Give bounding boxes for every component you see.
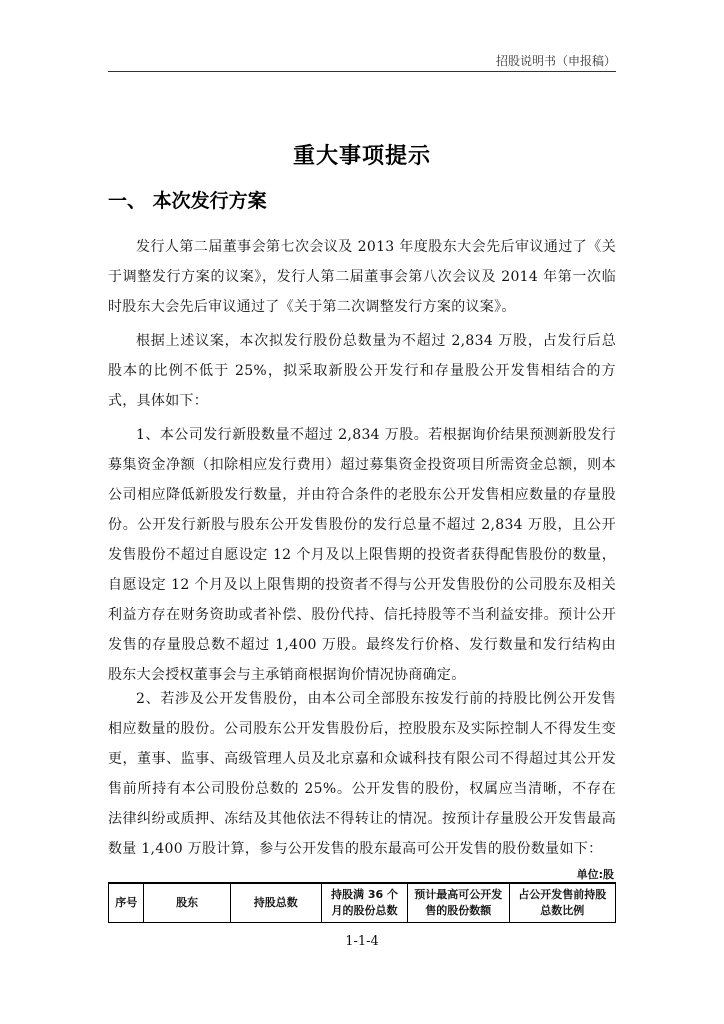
column-header: 预计最高可公开发售的股份数额: [408, 883, 509, 923]
section-heading: 一、 本次发行方案: [108, 190, 267, 212]
column-header: 序号: [109, 883, 144, 923]
column-header: 持股满 36 个月的股份总数: [321, 883, 407, 923]
column-header: 占公开发售前持股总数比例: [509, 883, 616, 923]
paragraph-1: 发行人第二届董事会第七次会议及 2013 年度股东大会先后审议通过了《关于调整发行方案的议案》，发行人第二届董事会第八次会议及 2014 年第一次临时股东大会先后审议通过了《关于第二次调整发行方案的议案》。: [108, 239, 616, 315]
running-header: 招股说明书（申报稿）: [495, 54, 616, 68]
column-header: 持股总数: [230, 883, 321, 923]
page-title: 重大事项提示: [292, 144, 431, 169]
paragraph-4: 2、若涉及公开发售股份，由本公司全部股东按发行前的持股比例公开发售相应数量的股份。公司股东公开发售股份后，控股股东及实际控制人不得发生变更，董事、监事、高级管理人员及北京嘉和众诚科技有限公司不得超过其公开发售前所持有本公司股份总数的 25%。公开发售的股份，权属应当清晰，不存在法律纠纷或质押、冻结及其他依法不得转让的情况。按预计存量股公开发售最高数量 1,400 万股计算，参与公开发售的股东最高可公开发售的股份数量如下：: [108, 691, 616, 857]
shareholder-table: [108, 882, 616, 923]
column-header: 股东: [144, 883, 230, 923]
paragraph-3: 1、本公司发行新股数量不超过 2,834 万股。若根据询价结果预测新股发行募集资金净额（扣除相应发行费用）超过募集资金投资项目所需资金总额，则本公司相应降低新股发行数量，并由符合条件的老股东公开发售相应数量的存量股份。公开发行新股与股东公开发售股份的发行总量不超过 2,834 万股，且公开发售股份不超过自愿设定 12 个月及以上限售期的投资者获得配售股份的数量，自愿设定 12 个月及以上限售期的投资者不得与公开发售股份的公司股东及相关利益方存在财务资助或者补偿、股份代持、信托持股等不当利益安排。预计公开发售的存量股总数不超过 1,400 万股。最终发行价格、发行数量和发行结构由股东大会授权董事会与主承销商根据询价情况协商确定。: [108, 427, 616, 683]
table-header-row: [109, 883, 616, 923]
page-number: 1-1-4: [345, 934, 379, 949]
header-rule: [108, 71, 616, 72]
paragraph-2: 根据上述议案，本次拟发行股份总数量为不超过 2,834 万股，占发行后总股本的比例不低于 25%，拟采取新股公开发行和存量股公开发售相结合的方式，具体如下：: [108, 333, 616, 409]
table-unit-label: 单位:股: [576, 868, 614, 881]
